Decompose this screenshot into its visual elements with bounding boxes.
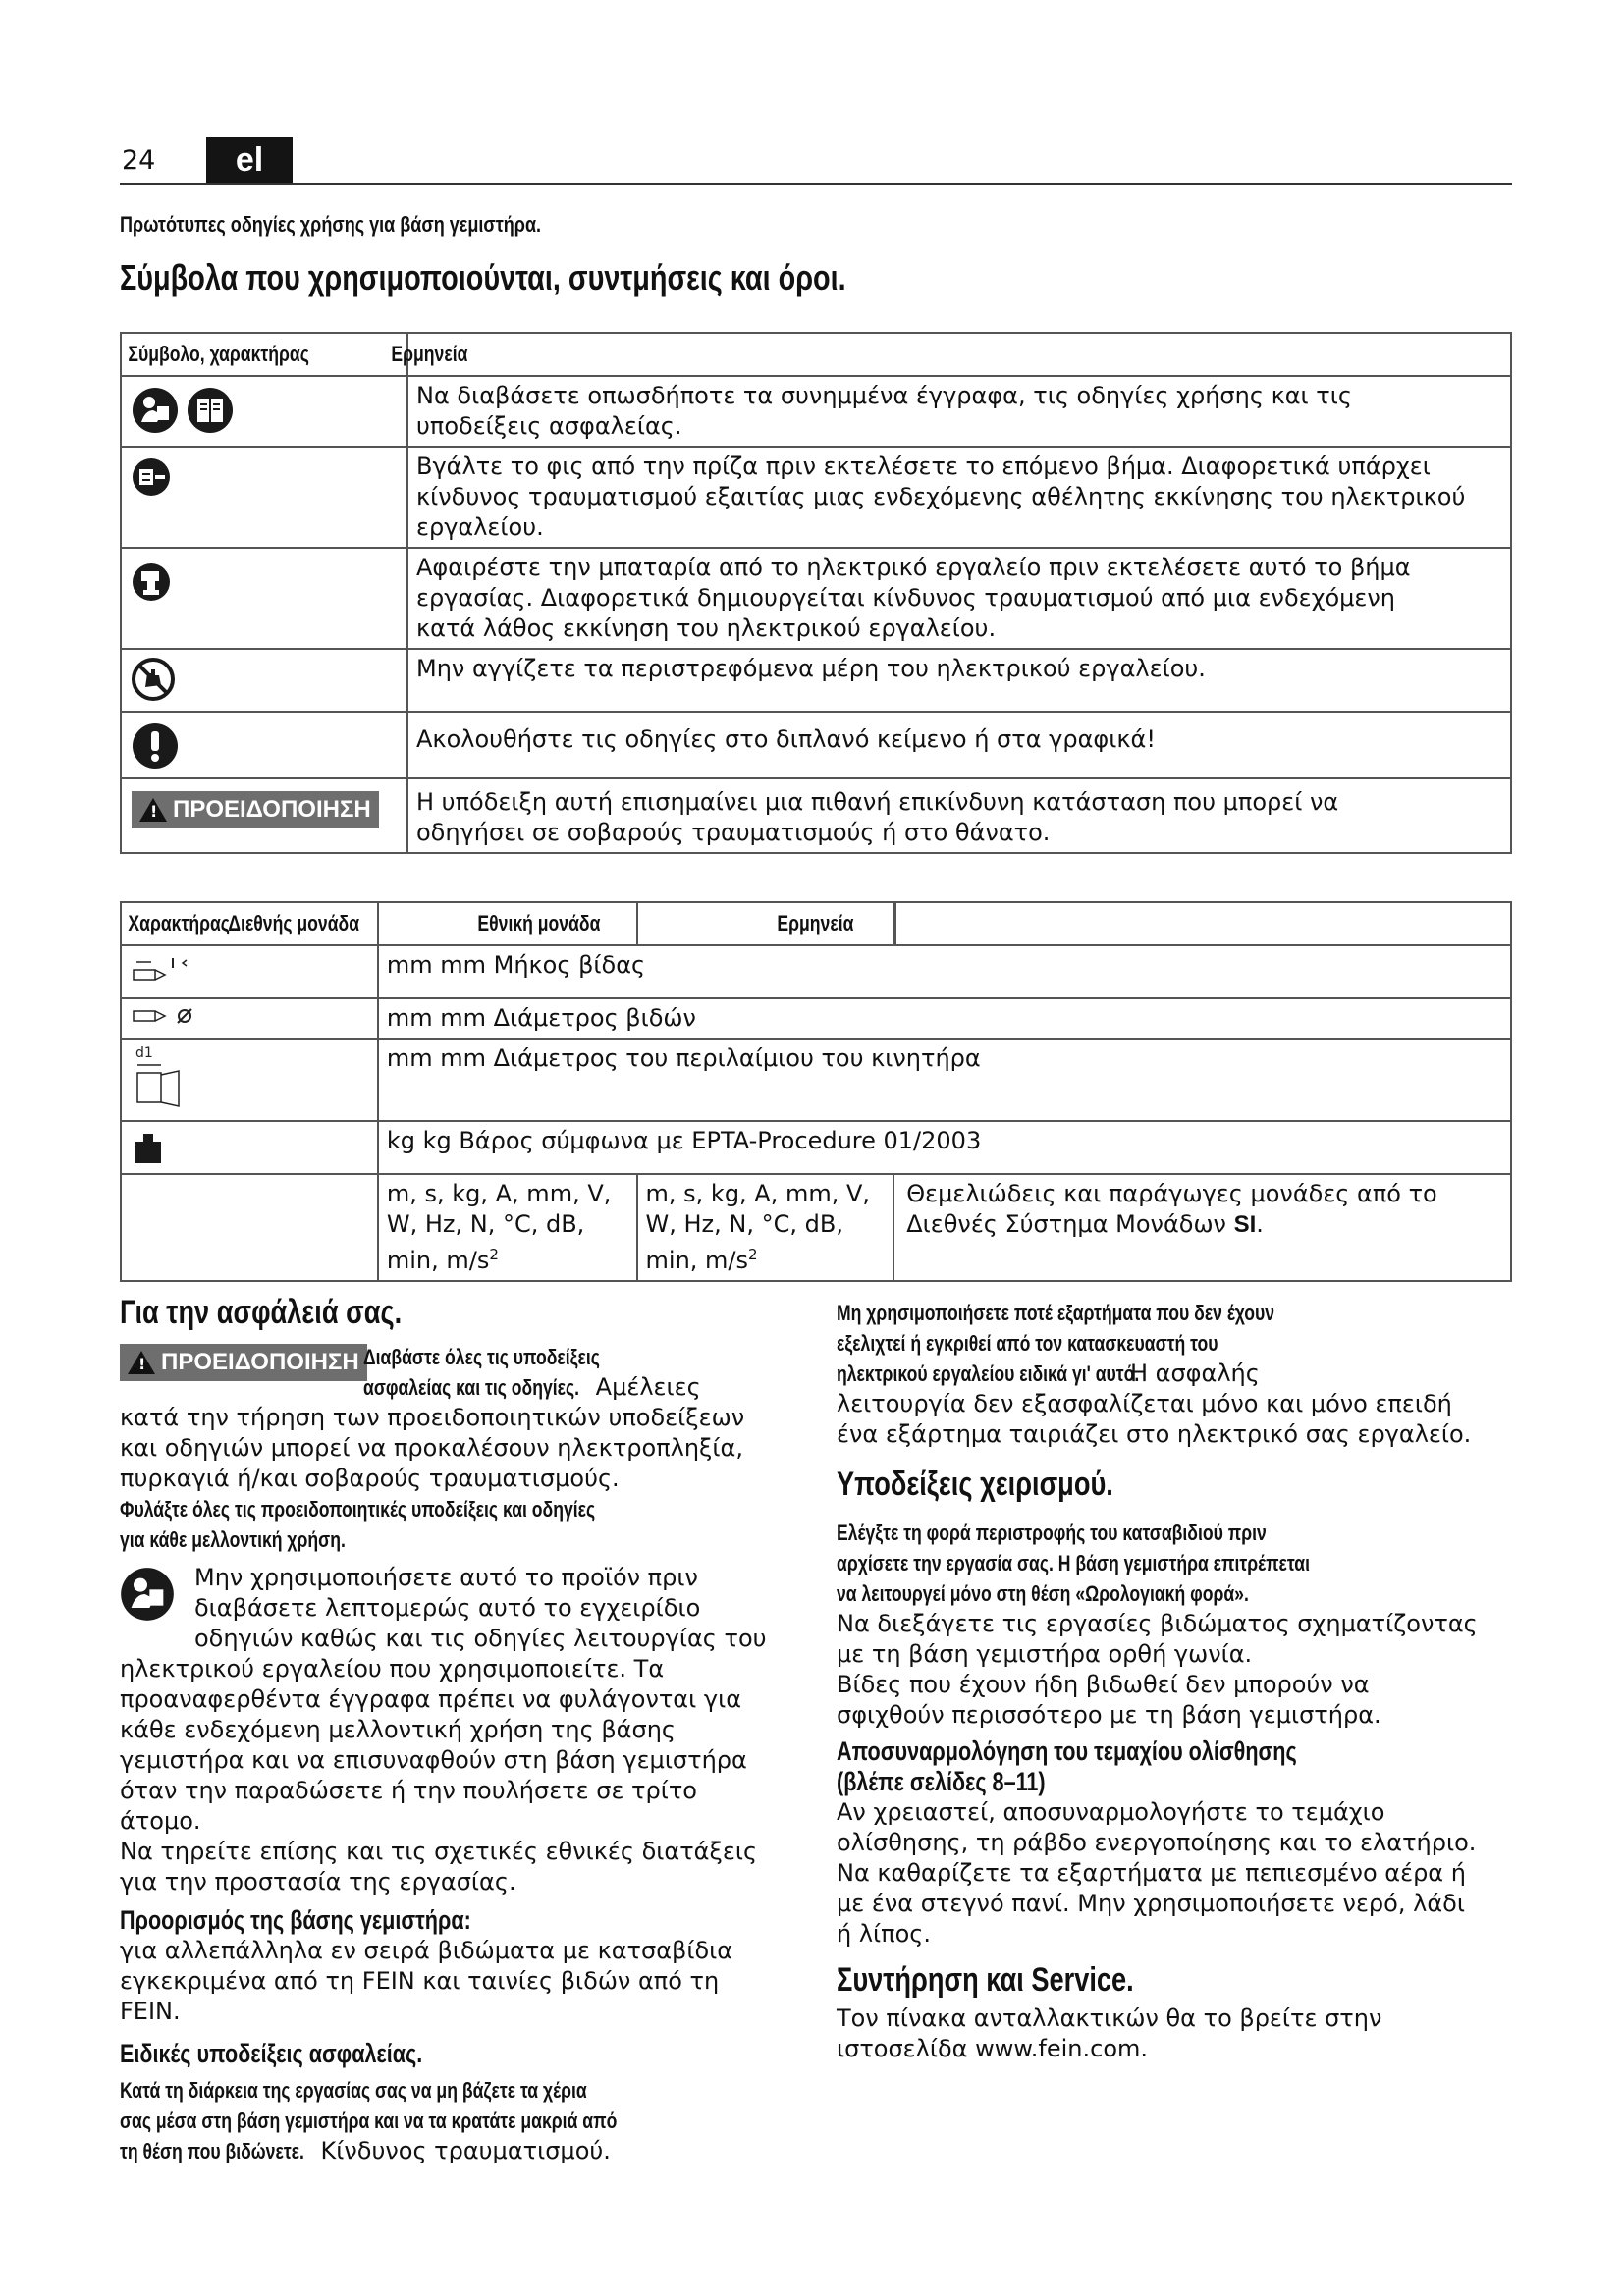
warning-badge: ! ΠΡΟΕΙΔΟΠΟΙΗΣΗ xyxy=(132,791,379,828)
meaning-cell: Η υπόδειξη αυτή επισημαίνει μια πιθανή επικίνδυνη κατάσταση που μπορεί να οδηγήσει σε σοβαρούς τραυματισμούς ή στο θάνατο. xyxy=(407,778,1511,853)
intl-units-cell: m, s, kg, A, mm, V, W, Hz, N, °C, dB, min, $m/s^2$ xyxy=(378,1174,637,1281)
units-cell: mm mm Διάμετρος βιδών xyxy=(378,998,1511,1039)
symbol-cell xyxy=(121,1174,378,1281)
header-cell: Ερμηνεία xyxy=(893,902,895,945)
language-badge: el xyxy=(206,137,293,183)
symbol-cell xyxy=(121,649,407,712)
table-row xyxy=(121,1174,1511,1281)
table-row xyxy=(121,447,1511,548)
meaning-cell: Αφαιρέστε την μπαταρία από το ηλεκτρικό εργαλείο πριν εκτελέσετε αυτό το βήμα εργασίας. Διαφορετικά δημιουργείται κίνδυνος τραυματισμού από μια ενδεχόμενη κατά λάθος εκκίνηση του ηλεκτρικού εργαλείου. xyxy=(407,548,1511,649)
handling-heading: Υποδείξεις χειρισμού. xyxy=(837,1466,1113,1503)
do-not-touch-icon xyxy=(132,658,175,701)
symbol-cell xyxy=(121,1039,378,1121)
units-cell: mm mm Διάμετρος του περιλαίμιου του κινητήρα xyxy=(378,1039,1511,1121)
purpose-heading: Προορισμός της βάσης γεμιστήρα: xyxy=(120,1905,471,1935)
document-subtitle: Πρωτότυπες οδηγίες χρήσης για βάση γεμιστήρα. xyxy=(120,212,542,237)
right-column: Μη χρησιμοποιήσετε ποτέ εξαρτήματα που δεν έχουν εξελιχτεί ή εγκριθεί από τον κατασκευαστή του ηλεκτρικού εργαλείου ειδικά γι' αυτό. Η ασφαλής λειτουργία δεν εξασφαλίζεται μόνο και μόνο επειδή ένα εξάρτημα ταιριάζει στο ηλεκτρικό σας εργαλείο. Υποδείξεις χειρισμού. Ελέγξτε τη φορά περιστροφής του κατσαβιδιού πριν αρχίσετε την εργασία σας. Η βάση γεμιστήρα επιτρέπεται να λειτουργεί μόνο στη θέση «Ωρολογιακή φορά». Να διεξάγετε τις εργασίες βιδώματος σχηματίζοντας με τη βάση γεμιστήρα ορθή γωνία. Βίδες που έχουν ήδη βιδωθεί δεν μπορούν να σφιχθούν περισσότερο με τη βάση γεμιστήρα. Αποσυναρμολόγηση του τεμαχίου ολίσθησης (βλέπε σελίδες 8–11) Αν χρειαστεί, αποσυναρμολογήστε το τεμάχιο ολίσθησης, τη ράβδο ενεργοποίησης και το ελατήριο. Να καθαρίζετε τα εξαρτήματα με πεπιεσμένο αέρα ή με ένα στεγνό πανί. Μην χρησιμοποιήσετε νερό, λάδι ή λίπος. Συντήρηση και Service. Τον πίνακα ανταλλακτικών θα το βρείτε στην ιστοσελίδα www.fein.com. xyxy=(837,1301,1478,2062)
remove-battery-icon xyxy=(132,562,171,602)
symbols-heading: Σύμβολα που χρησιμοποιούνται, συντμήσεις και όροι. xyxy=(120,257,846,297)
meaning-cell: Βγάλτε το φις από την πρίζα πριν εκτελέσετε το επόμενο βήμα. Διαφορετικά υπάρχει κίνδυνος τραυματισμού εξαιτίας μιας ενδεχόμενης αθέλητης εκκίνησης του ηλεκτρικού εργαλείου. xyxy=(407,447,1511,548)
read-instructions-icon xyxy=(120,1567,175,1622)
page-number: 24 xyxy=(122,145,156,176)
header-rule xyxy=(120,183,1512,185)
symbol-cell xyxy=(121,1121,378,1174)
screw-length-icon xyxy=(132,952,200,991)
table-row xyxy=(121,778,1511,853)
meaning-cell: Να διαβάσετε οπωσδήποτε τα συνημμένα έγγραφα, τις οδηγίες χρήσης και τις υποδείξεις ασφαλείας. xyxy=(407,376,1511,447)
warning-badge: ! ΠΡΟΕΙΔΟΠΟΙΗΣΗ xyxy=(120,1344,367,1381)
symbol-cell xyxy=(121,778,407,853)
table-row xyxy=(121,712,1511,778)
header-cell: Εθνική μονάδα xyxy=(637,902,894,945)
explanation-cell: Θεμελιώδεις και παράγωγες μονάδες από το Διεθνές Σύστημα Μονάδων SI. xyxy=(893,1174,1511,1281)
service-heading: Συντήρηση και Service. xyxy=(837,1961,1134,1999)
table-row xyxy=(121,649,1511,712)
svg-text:d1: d1 xyxy=(135,1045,153,1061)
units-table xyxy=(120,901,1512,1282)
units-cell: kg kg Βάρος σύμφωνα με EPTA-Procedure 01/2003 xyxy=(378,1121,1511,1174)
safety-heading: Για την ασφάλειά σας. xyxy=(120,1294,403,1331)
warning-triangle-icon xyxy=(128,1351,155,1374)
symbol-cell xyxy=(121,376,407,447)
table-row xyxy=(121,548,1511,649)
exclamation-icon xyxy=(132,722,179,770)
table-header-row xyxy=(121,902,1511,945)
table-row xyxy=(121,998,1511,1039)
motor-collar-icon xyxy=(132,1043,190,1114)
header-cell: Ερμηνεία xyxy=(407,333,1511,376)
special-safety-heading: Ειδικές υποδείξεις ασφαλείας. xyxy=(120,2039,423,2068)
symbol-cell xyxy=(121,712,407,778)
weight-icon xyxy=(134,1132,163,1165)
natl-units-cell: m, s, kg, A, mm, V, W, Hz, N, °C, dB, min, $m/s^2$ xyxy=(637,1174,894,1281)
left-column: Για την ασφάλειά σας. ! ΠΡΟΕΙΔΟΠΟΙΗΣΗ Διαβάστε όλες τις υποδείξεις ασφαλείας και τις οδηγίες. Αμέλειες κατά την τήρηση των προειδοποιητικών υποδείξεων και οδηγιών μπορεί να προκαλέσουν ηλεκτροπληξία, πυρκαγιά ή/και σοβαρούς τραυματισμούς. Φυλάξτε όλες τις προειδοποιητικές υποδείξεις και οδηγίες για κάθε μελλοντική χρήση. Μην χρησιμοποιήσετε αυτό το προϊόν πριν διαβάσετε λεπτομερώς αυτό το εγχειρίδιο οδηγιών καθώς και τις οδηγίες λειτουργίας του ηλεκτρικού εργαλείου που χρησιμοποιείτε. Τα προαναφερθέντα έγγραφα πρέπει να φυλάγονται για κάθε ενδεχόμενη μελλοντική χρήση της βάσης γεμιστήρα και να επισυναφθούν στη βάση γεμιστήρα όταν την παραδώσετε ή την πουλήσετε σε τρίτο άτομο. Να τηρείτε επίσης και τις σχετικές εθνικές διατάξεις για την προστασία της εργασίας. Προορισμός της βάσης γεμιστήρα: για αλλεπάλληλα εν σειρά βιδώματα με κατσαβίδια εγκεκριμένα από τη FEIN και ταινίες βιδών από τη FEIN. Ειδικές υποδείξεις ασφαλείας. Κατά τη διάρκεια της εργασίας σας να μη βάζετε τα χέρια σας μέσα στη βάση γεμιστήρα και να τα κρατάτε μακριά από τη θέση που βιδώνετε. Κίνδυνος τραυματισμού. xyxy=(120,1294,807,2166)
table-header-row xyxy=(121,333,1511,376)
disassembly-heading: Αποσυναρμολόγηση του τεμαχίου ολίσθησης xyxy=(837,1736,1297,1766)
table-row xyxy=(121,376,1511,447)
symbol-cell xyxy=(121,447,407,548)
header-cell xyxy=(895,902,1511,945)
unplug-icon xyxy=(132,457,171,497)
symbol-cell xyxy=(121,945,378,998)
page-header xyxy=(120,137,1512,185)
meaning-cell: Ακολουθήστε τις οδηγίες στο διπλανό κείμενο ή στα γραφικά! xyxy=(407,712,1511,778)
symbol-cell xyxy=(121,998,378,1039)
table-row xyxy=(121,1039,1511,1121)
header-cell: Σύμβολο, χαρακτήρας xyxy=(121,333,407,376)
header-cell: Χαρακτήρας xyxy=(121,902,378,945)
symbols-table xyxy=(120,332,1512,854)
header-cell: Διεθνής μονάδα xyxy=(378,902,637,945)
screw-diameter-icon xyxy=(132,1005,200,1029)
table-row xyxy=(121,1121,1511,1174)
table-row xyxy=(121,945,1511,998)
symbol-cell xyxy=(121,548,407,649)
read-instructions-icon xyxy=(132,387,179,434)
units-cell: mm mm Μήκος βίδας xyxy=(378,945,1511,998)
warning-triangle-icon xyxy=(139,798,167,822)
manual-book-icon xyxy=(187,387,234,434)
meaning-cell: Μην αγγίζετε τα περιστρεφόμενα μέρη του ηλεκτρικού εργαλείου. xyxy=(407,649,1511,712)
